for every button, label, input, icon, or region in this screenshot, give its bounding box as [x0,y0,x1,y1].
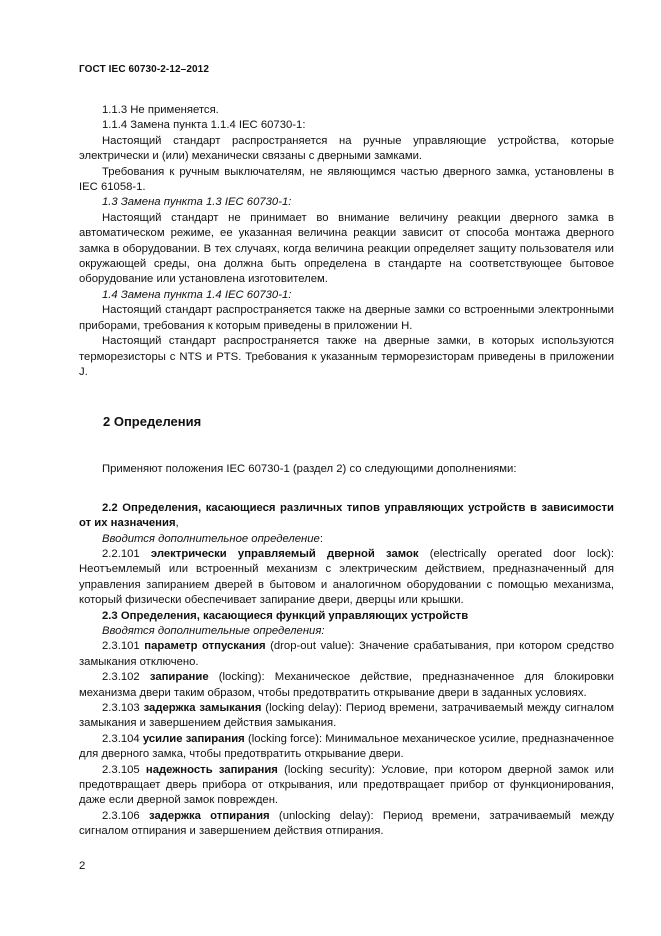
section-2-heading: 2 Определения [103,414,202,430]
definition-text: (locking force): Минимальное механическое усилие, предназначенное для дверного замка, чтобы предотвратить открывание двери. [79,732,614,761]
definition-term: задержка отпирания [148,809,270,822]
definition-2-2-101 [79,547,614,609]
paragraph: Настоящий стандарт распространяется также на дверные замки со встроенными электронными приборами, требования к которым приведены в приложении H. [79,304,614,332]
definition-number: 2.3.101 [102,640,145,653]
definition-term: параметр отпускания [144,640,266,653]
definition-2-3-104 [79,732,614,763]
definition-2-3-106 [79,809,614,840]
clause-1-3: 1.3 Замена пункта 1.3 IEC 60730-1: [102,196,292,209]
definition-term: запирание [149,671,209,684]
clause-1-4: 1.4 Замена пункта 1.4 IEC 60730-1: [102,288,292,301]
clause-1-1-4: 1.1.4 Замена пункта 1.1.4 IEC 60730-1: [102,119,306,132]
document-body [79,103,614,840]
definition-text: (drop-out value): Значение срабатывания, при котором средство замыкания отключено. [79,640,614,668]
spacer [79,431,614,462]
paragraph: Настоящий стандарт распространяется также на дверные замки, в которых используются терморезисторы с NTS и PTS. Требования к указанным терморезисторам приведены в приложении J. [79,335,614,378]
definition-term: задержка замыкания [143,702,262,714]
definition-2-3-105 [79,763,614,809]
page-number: 2 [79,860,86,872]
clause-2-2-title: 2.2 Определения, касающиеся различных типов управляющих устройств в зависимости от их назначения [79,501,614,530]
spacer [79,478,614,501]
definition-text: (locking delay): Период времени, затрачиваемый между сигналом замыкания и завершением действия замыкания. [79,702,614,730]
definition-2-3-102 [79,670,614,701]
definition-number: 2.3.102 [102,671,150,684]
definition-term: электрически управляемый дверной замок [150,547,419,560]
clause-1-1-3: 1.1.3 Не применяется. [102,104,219,116]
definition-number: 2.3.105 [102,763,146,776]
note-text: Вводится дополнительное определение [102,532,320,545]
definition-text: (unlocking delay): Период времени, затрачиваемый между сигналом отпирания и завершением действия отпирания. [79,809,614,838]
paragraph: Требования к ручным выключателям, не являющимся частью дверного замка, установлены в IEC 61058-1. [79,165,614,194]
definition-number: 2.3.106 [102,809,149,822]
clause-2-2-note [79,532,614,547]
definition-number: 2.3.103 [102,702,144,714]
clause-2-2-heading [79,501,614,532]
clause-number: 2.3 [102,609,121,622]
clause-2-3-note: Вводятся дополнительные определения: [102,624,325,637]
punctuation: : [319,532,323,545]
definition-term: надежность запирания [145,763,278,776]
definition-text: (electrically operated door lock): Неотъемлемый или встроенный механизм с электрическим действием, предназначенный для управления запиранием дверей в бытовом и аналогичном оборудовании с помощью механизма, который физически обеспечивает запирание двери, дверцы или крышки. [79,547,614,607]
document-header: ГОСТ IEC 60730-2-12–2012 [79,64,209,75]
punctuation: , [175,517,179,530]
clause-2-3-title: Определения, касающиеся функций управляющих устройств [120,609,469,622]
definition-term: усилие запирания [142,732,245,745]
definition-2-3-101 [79,639,614,670]
definition-text: (locking security): Условие, при котором дверной замок или предотвращает дверь прибора от открывания, или предотвращает прибор от функционирования, даже если дверной замок поврежден. [79,763,614,807]
paragraph: Настоящий стандарт распространяется на ручные управляющие устройства, которые электрически и (или) механически связаны с дверными замками. [79,134,614,163]
definition-text: (locking): Механическое действие, предназначенное для блокировки механизма двери таким образом, чтобы предотвратить открывание двери в заданных условиях. [79,671,614,699]
paragraph: Настоящий стандарт не принимает во внимание величину реакции дверного замка в автоматическом режиме, ее указанная величина реакции зависит от способа монтажа дверного замка в оборудовании. В тех случаях, когда величина реакции определяет защиту пользователя или окружающей среды, она должна быть определена в стандарте на соответствующее бытовое оборудование или установлена изготовителем. [79,211,614,286]
definition-number: 2.2.101 [102,547,151,560]
definition-2-3-103 [79,701,614,732]
definition-number: 2.3.104 [102,732,143,745]
spacer [79,380,614,413]
paragraph: Применяют положения IEC 60730-1 (раздел 2) со следующими дополнениями: [102,463,517,476]
clause-2-3-heading [79,609,614,624]
